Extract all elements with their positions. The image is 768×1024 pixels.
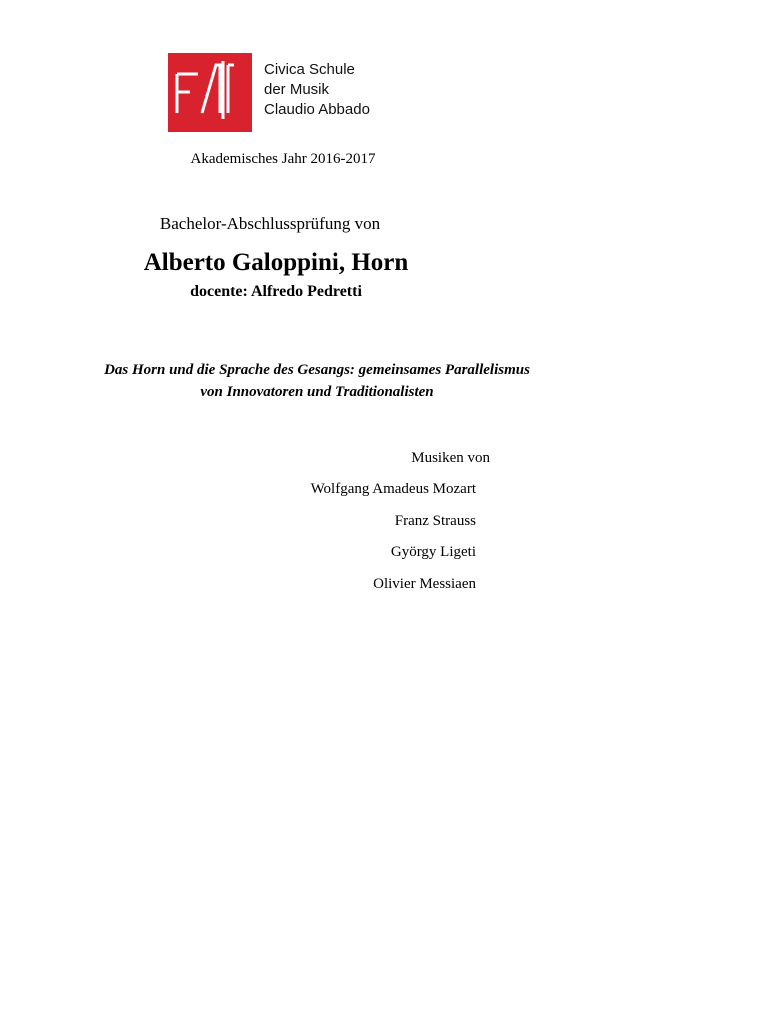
school-name-line: der Musik [264, 81, 330, 98]
music-label: Musiken von [411, 450, 490, 466]
composer-name: György Ligeti [390, 544, 476, 560]
teacher-name: docente: Alfredo Pedretti [190, 283, 362, 300]
composer-name: Olivier Messiaen [373, 576, 476, 592]
thesis-title-line: von Innovatoren und Traditionalisten [200, 384, 434, 400]
school-logo [168, 53, 393, 132]
student-name: Alberto Galoppini, Horn [143, 249, 409, 276]
thesis-title-line: Das Horn und die Sprache des Gesangs: gemeinsames Parallelismus [104, 362, 530, 378]
academic-year: Akademisches Jahr 2016-2017 [190, 151, 376, 167]
school-name-line: Civica Schule [264, 61, 355, 78]
school-name [264, 60, 370, 120]
school-name-line: Claudio Abbado [264, 101, 370, 118]
composer-name: Wolfgang Amadeus Mozart [310, 481, 476, 497]
exam-title: Bachelor-Abschlussprüfung von [159, 214, 381, 233]
fm-monogram-icon [168, 53, 252, 132]
composer-name: Franz Strauss [394, 513, 476, 529]
